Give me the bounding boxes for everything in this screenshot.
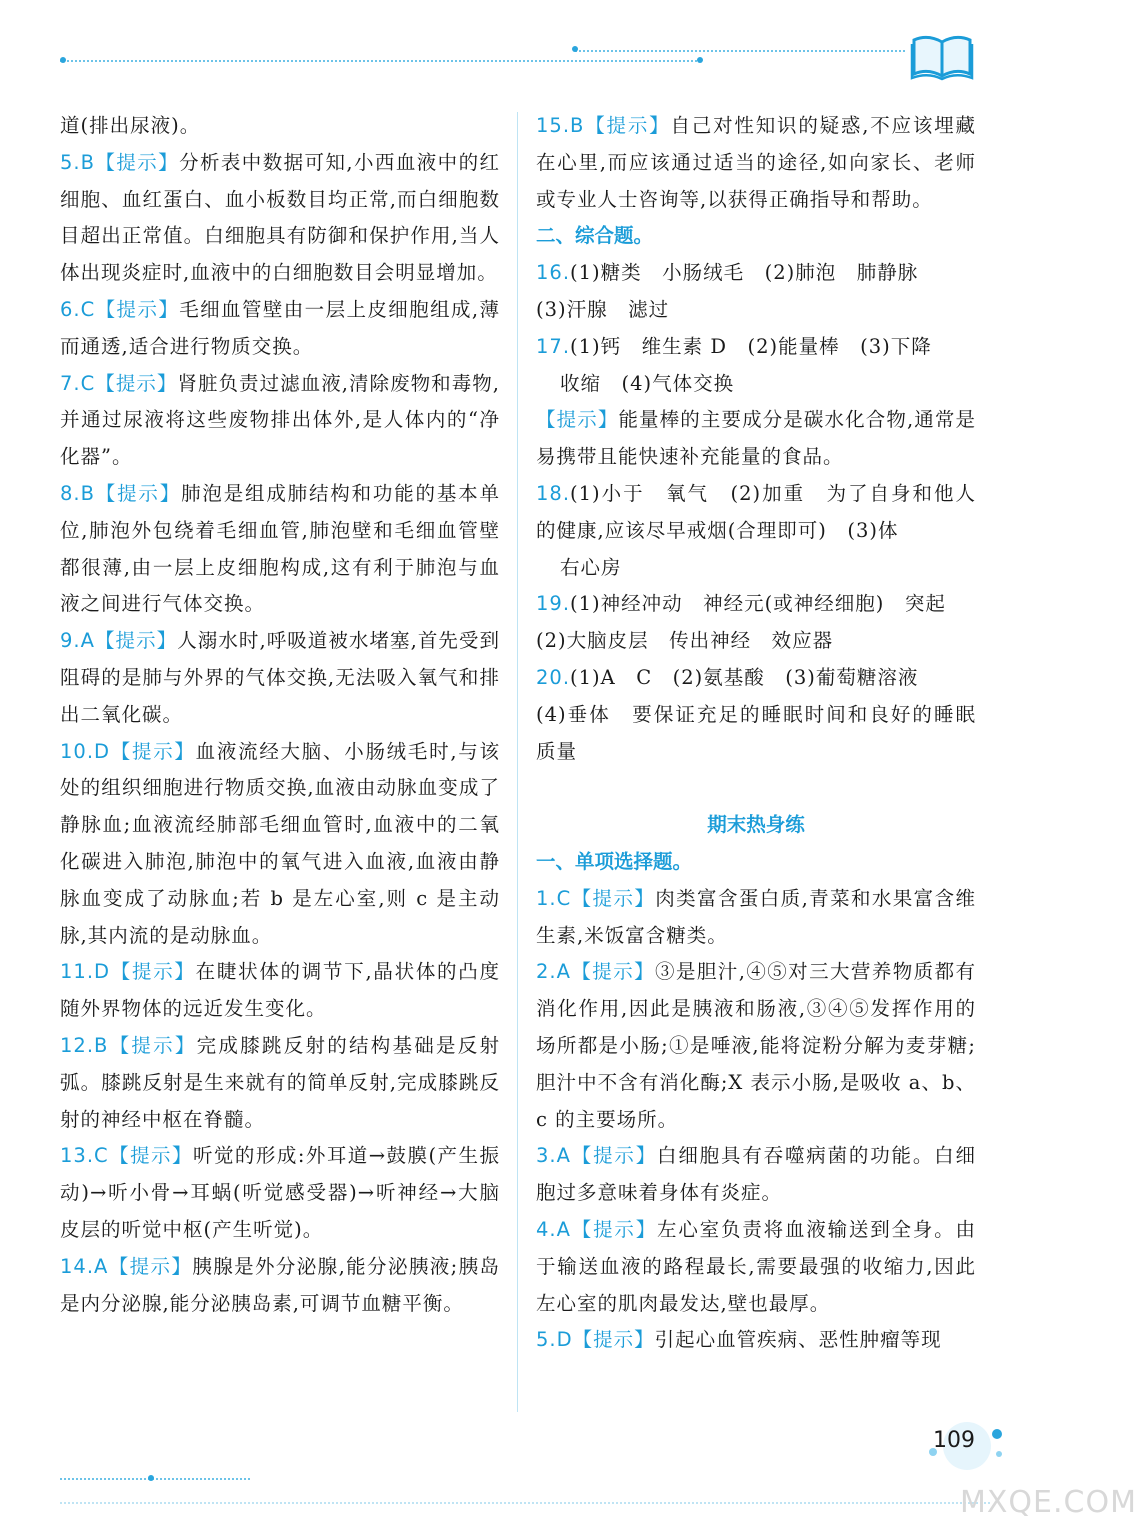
answer-entry	[536, 1212, 976, 1322]
answer-entry	[536, 329, 976, 366]
answer-number: 11.D	[60, 960, 111, 984]
answer-text: 引起心血管疾病、恶性肿瘤等现	[654, 1328, 942, 1352]
hint-label: 【提示】	[94, 150, 180, 174]
answer-number: 5.D	[536, 1328, 573, 1352]
answer-text: (2)大脑皮层 传出神经 效应器	[536, 629, 834, 653]
answer-text: 白细胞具有吞噬病菌的功能。白细胞过多意味着身体有炎症。	[536, 1144, 976, 1205]
answer-text: 能量棒的主要成分是碳水化合物,通常是易携带且能快速补充能量的食品。	[536, 408, 976, 469]
answer-text: (4)垂体 要保证充足的睡眠时间和良好的睡眠质量	[536, 702, 976, 763]
answer-entry	[536, 586, 976, 623]
answer-text: 人溺水时,呼吸道被水堵塞,首先受到阻碍的是肺与外界的气体交换,无法吸入氧气和排出二氧化碳。	[60, 629, 500, 726]
answer-entry	[536, 476, 976, 550]
answer-text: 胰腺是外分泌腺,能分泌胰液;胰岛是内分泌腺,能分泌胰岛素,可调节血糖平衡。	[60, 1254, 500, 1315]
answer-entry	[536, 108, 976, 218]
header-dot	[572, 46, 578, 52]
chapter-title: 期末热身练	[707, 813, 805, 837]
answer-entry	[536, 292, 976, 329]
right-column	[536, 108, 976, 1359]
answer-entry	[536, 660, 976, 697]
answer-number: 20.	[536, 665, 571, 689]
answer-text: 左心室负责将血液输送到全身。由于输送血液的路程最长,需要最强的收缩力,因此左心室的肌肉最发达,壁也最厚。	[536, 1217, 976, 1315]
answer-entry	[536, 402, 976, 476]
answer-number: 15.B	[536, 114, 585, 137]
answer-number: 13.C	[60, 1144, 109, 1168]
answer-text: 肾脏负责过滤血液,清除废物和毒物,并通过尿液将这些废物排出体外,是人体内的“净化器”。	[60, 371, 500, 469]
answer-number: 12.B	[60, 1033, 109, 1057]
answer-number: 4.A	[536, 1217, 571, 1241]
hint-label: 【提示】	[110, 739, 196, 763]
answer-number: 17.	[536, 334, 571, 358]
spacer	[536, 770, 976, 807]
answer-text: 完成膝跳反射的结构基础是反射弧。膝跳反射是生来就有的简单反射,完成膝跳反射的神经中枢在脊髓。	[60, 1033, 500, 1131]
section-heading: 一、单项选择题。	[536, 849, 693, 873]
hint-label: 【提示】	[571, 886, 656, 910]
hint-label: 【提示】	[570, 1144, 658, 1168]
answer-entry	[60, 734, 500, 955]
column-divider	[517, 112, 518, 1412]
answer-text: (1)糖类 小肠绒毛 (2)肺泡 肺静脉	[570, 261, 919, 285]
answer-entry	[536, 697, 976, 771]
hint-label: 【提示】	[95, 297, 180, 321]
answer-entry	[60, 145, 500, 292]
answer-entry	[536, 954, 976, 1138]
footer-rule	[60, 1502, 990, 1504]
answer-text: 分析表中数据可知,小西血液中的红细胞、血红蛋白、血小板数目均正常,而白细胞数目超出正常值。白细胞具有防御和保护作用,当人体出现炎症时,血液中的白细胞数目会明显增加。	[60, 150, 500, 285]
answer-text: 自己对性知识的疑惑,不应该埋藏在心里,而应该通过适当的途径,如向家长、老师或专业人士咨询等,以获得正确指导和帮助。	[536, 114, 976, 211]
header-dot	[60, 57, 66, 63]
hint-label: 【提示】	[94, 629, 178, 653]
answer-number: 2.A	[536, 960, 571, 984]
answer-number: 1.C	[536, 886, 572, 910]
answer-text: 右心房	[560, 555, 622, 579]
answer-entry	[536, 881, 976, 955]
hint-label: 【提示】	[570, 960, 656, 984]
hint-label: 【提示】	[108, 1144, 193, 1168]
header-rule-left	[60, 60, 700, 62]
answer-entry	[60, 1249, 500, 1323]
open-book-icon	[910, 30, 974, 80]
answer-text: (3)汗腺 滤过	[536, 297, 670, 321]
hint-label: 【提示】	[570, 1217, 658, 1241]
left-column	[60, 108, 500, 1322]
hint-label: 【提示】	[572, 1328, 655, 1352]
answer-text: 毛细血管壁由一层上皮细胞组成,薄而通透,适合进行物质交换。	[60, 297, 500, 358]
answer-number: 9.A	[60, 629, 95, 653]
answer-entry	[60, 1028, 500, 1138]
answer-number: 8.B	[60, 481, 95, 505]
answer-number: 5.B	[60, 150, 95, 174]
hint-label: 【提示】	[536, 408, 619, 432]
answer-number: 16.	[536, 261, 571, 285]
answer-text: 收缩 (4)气体交换	[560, 371, 735, 395]
answer-number: 10.D	[60, 739, 111, 763]
answer-entry	[60, 1138, 500, 1248]
answer-entry	[60, 366, 500, 476]
answer-number: 6.C	[60, 297, 96, 321]
watermark: MXQE.COM	[960, 1485, 1137, 1520]
answer-text: 听觉的形成:外耳道→鼓膜(产生振动)→听小骨→耳蜗(听觉感受器)→听神经→大脑皮层的听觉中枢(产生听觉)。	[60, 1144, 500, 1241]
answer-text: (1)小于 氧气 (2)加重 为了自身和他人的健康,应该尽早戒烟(合理即可) (3)体	[536, 481, 976, 542]
answer-text: 道(排出尿液)。	[60, 114, 201, 137]
answer-entry	[60, 954, 500, 1028]
answer-number: 14.A	[60, 1254, 109, 1278]
answer-number: 18.	[536, 481, 571, 505]
answer-entry	[60, 476, 500, 623]
answer-text: (1)神经冲动 神经元(或神经细胞) 突起	[570, 592, 946, 616]
footer-rule	[60, 1478, 250, 1480]
hint-label: 【提示】	[95, 371, 178, 395]
hint-label: 【提示】	[110, 960, 196, 984]
answer-entry	[60, 623, 500, 733]
answer-text: ③是胆汁,④⑤对三大营养物质都有消化作用,因此是胰液和肠液,③④⑤发挥作用的场所都是小肠;①是唾液,能将淀粉分解为麦芽糖;胆汁中不含有消化酶;X 表示小肠,是吸收 a、b、c 的主要场所。	[536, 960, 977, 1131]
answer-entry	[536, 1322, 976, 1359]
answer-text: (1)钙 维生素 D (2)能量棒 (3)下降	[570, 334, 932, 358]
answer-entry	[536, 255, 976, 292]
page-number: 109	[933, 1428, 975, 1453]
answer-entry	[536, 550, 976, 587]
answer-entry	[536, 366, 976, 403]
answer-text: (1)A C (2)氨基酸 (3)葡萄糖溶液	[570, 665, 919, 689]
answer-entry	[536, 1138, 976, 1212]
answer-number: 19.	[536, 592, 571, 616]
answer-entry	[536, 623, 976, 660]
hint-label: 【提示】	[108, 1033, 197, 1057]
answer-text: 血液流经大脑、小肠绒毛时,与该处的组织细胞进行物质交换,血液由动脉血变成了静脉血;血液流经肺部毛细血管时,血液中的二氧化碳进入肺泡,肺泡中的氧气进入血液,血液由静脉血变成了动脉血;若 b 是左心室,则 c 是主动脉,其内流的是动脉血。	[60, 739, 500, 947]
answer-text: 在睫状体的调节下,晶状体的凸度随外界物体的远近发生变化。	[60, 960, 500, 1021]
answer-number: 7.C	[60, 371, 96, 395]
hint-label: 【提示】	[584, 114, 671, 137]
header-rule-right	[575, 50, 905, 52]
answer-number: 3.A	[536, 1144, 571, 1168]
hint-label: 【提示】	[108, 1254, 193, 1278]
footer-dot	[148, 1475, 154, 1481]
section-heading: 二、综合题。	[536, 224, 654, 248]
answer-entry	[60, 108, 500, 145]
header-dot	[697, 57, 703, 63]
answer-text: 肺泡是组成肺结构和功能的基本单位,肺泡外包绕着毛细血管,肺泡壁和毛细血管壁都很薄,由一层上皮细胞构成,这有利于肺泡与血液之间进行气体交换。	[60, 481, 500, 616]
hint-label: 【提示】	[94, 481, 182, 505]
answer-entry	[60, 292, 500, 366]
answer-text: 肉类富含蛋白质,青菜和水果富含维生素,米饭富含糖类。	[536, 886, 976, 947]
